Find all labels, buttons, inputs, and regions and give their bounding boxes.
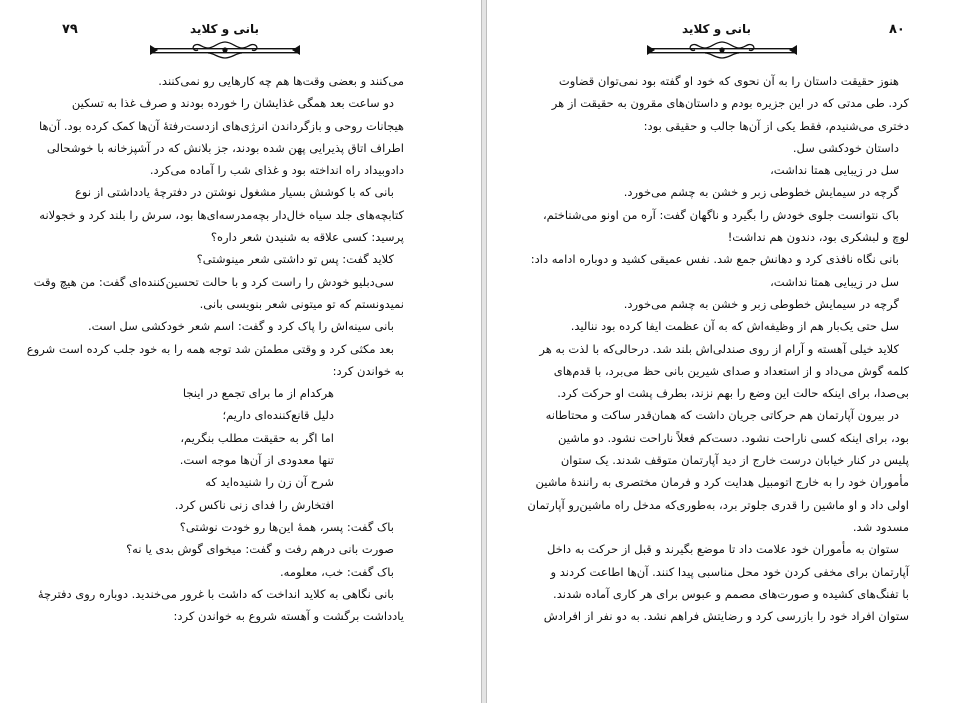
text-line: اولی داد و او ماشین را قدری جلوتر برد، به‌طوری‌که مدخل راه ماشین‌رو آپارتمان [527, 497, 909, 512]
text-line: بانی سینه‌اش را پاک کرد و گفت: اسم شعر خودکشی سل است. [87, 319, 394, 334]
text-line: هیجانات روحی و بازگرداندن انرژی‌های ازدست‌رفتهٔ آن‌ها کمک کرده بود. آن‌ها [38, 118, 404, 133]
poem-line: شرح آن زن را شنیده‌اید که [205, 475, 334, 490]
text-line: دختری می‌شنیدم، فقط یکی از آن‌ها جالب و حقیقی بود: [643, 118, 909, 133]
body-text [527, 70, 909, 627]
text-line: بانی نگاه نافذی کرد و دهانش جمع شد. نفس عمیقی کشید و دوباره ادامه داد: [530, 252, 899, 267]
poem-line: سل حتی یک‌بار هم از وظیفه‌اش که به آن عظمت ایفا کرده بود ننالید. [570, 319, 899, 334]
text-line: مسدود شد. [852, 519, 909, 534]
text-line: کتابچه‌های جلد سیاه خال‌دار بچه‌مدرسه‌ای‌ها بود، سرش را بلند کرد و خجولانه [39, 207, 404, 222]
text-line: پلیس در کنار خیابان درست خارج از دید آپارتمان متوقف شدند. یک ستوان [560, 453, 909, 468]
poem-line: اما اگر به حقیقت مطلب بنگریم، [180, 430, 334, 445]
text-line: می‌کنند و بعضی وقت‌ها هم چه کارهایی رو نمی‌کنند. [158, 74, 404, 88]
running-head: بانی و کلاید [190, 22, 259, 36]
text-line: لوچ و لبشکری بود، دندون هم نداشت! [727, 230, 909, 245]
text-line: باک نتوانست جلوی خودش را بگیرد و ناگهان گفت: آره من اونو می‌شناختم، [542, 207, 899, 222]
text-line: بانی نگاهی به کلاید انداخت که داشت با غرور می‌خندید. دوباره روی دفترچهٔ [37, 586, 394, 601]
text-line: مأموران خود را به خارج اتومبیل هدایت کرد و فرمان مختصری به رانندهٔ ماشین [535, 475, 909, 490]
text-line: ستوان افراد خود را بازرسی کرد و رضایتش فراهم نشد. به دو نفر از افرادش [543, 609, 909, 624]
text-line: باک گفت: پسر، همهٔ این‌ها رو خودت نوشتی؟ [179, 519, 394, 534]
poem-line: گرچه در سیمایش خطوطی زبر و خشن به چشم می‌خورد. [623, 296, 899, 311]
poem-line: تنها معدودی از آن‌ها موجه است. [179, 453, 334, 468]
poem-line: سل در زیبایی همتا نداشت، [770, 163, 899, 178]
left-page [0, 0, 482, 703]
text-line: کلاید گفت: پس تو داشتی شعر مینوشتی؟ [196, 252, 394, 267]
page-number: ۸۰ [889, 22, 905, 37]
text-line: ستوان به مأموران خود علامت داد تا موضع بگیرند و قبل از حرکت به داخل [547, 542, 899, 557]
text-line: آپارتمان برای مخفی کردن خود محل مناسبی پیدا کنند. آن‌ها اطاعت کردند و [550, 564, 909, 579]
text-line: نمیدونستم که تو میتونی شعر بنویسی بانی. [199, 296, 404, 311]
poem-line: هرکدام از ما برای تجمع در اینجا [182, 386, 334, 401]
poem-line: دلیل قانع‌کننده‌ای داریم؛ [222, 408, 334, 423]
text-line: دو ساعت بعد همگی غذایشان را خورده بودند و صرف غذا به تسکین [71, 96, 394, 111]
text-line: داستان خودکشی سل. [792, 140, 899, 155]
text-line: سی‌دبلیو خودش را راست کرد و با حالت تحسین‌کننده‌ای گفت: من هیچ وقت [33, 274, 394, 289]
text-line: اطراف اتاق پذیرایی پهن شده بودند، جز بلانش که در آشپزخانه با خوشحالی [46, 140, 404, 155]
right-page [486, 0, 967, 703]
text-line: با تفنگ‌های کشیده و صورت‌های مصمم و عبوس برای هر کاری آماده شدند. [553, 586, 909, 601]
page-number: ۷۹ [62, 22, 78, 37]
ornament-divider [647, 39, 797, 61]
text-line: پرسید: کسی علاقه به شنیدن شعر داره؟ [210, 230, 404, 245]
body-text [26, 70, 404, 627]
text-line: بود، برای اینکه کسی ناراحت نشود. دست‌کم فعلاً ناراحت نشود. دو ماشین [558, 430, 909, 445]
poem-line: گرچه در سیمایش خطوطی زبر و خشن به چشم می‌خورد. [623, 185, 899, 200]
running-head: بانی و کلاید [682, 22, 751, 36]
text-line: هنوز حقیقت داستان را به آن نحوی که خود او گفته بود نمی‌توان قضاوت [558, 74, 899, 88]
text-line: کرد. طی مدتی که در این جزیره بودم و داستان‌های مقرون به حقیقت از هر [551, 96, 909, 111]
ornament-divider [150, 39, 300, 61]
text-line: به خواندن کرد: [332, 363, 404, 378]
poem-line: سل در زیبایی همتا نداشت، [770, 274, 899, 289]
text-line: در بیرون آپارتمان هم حرکاتی جریان داشت که همان‌قدر ساکت و محتاطانه [545, 408, 899, 423]
text-line: دادوبیداد راه انداخته بود و غذای شب را آماده می‌کرد. [149, 163, 404, 178]
text-line: بعد مکثی کرد و وقتی مطمئن شد توجه همه را به خود جلب کرده است شروع [26, 341, 394, 356]
text-line: بی‌صدا، برای اینکه حالت این وضع را بهم نزند، بطرف پشت او حرکت کرد. [557, 386, 909, 401]
text-line: بانی که با کوشش بسیار مشغول نوشتن در دفترچهٔ یادداشتی از نوع [75, 185, 394, 200]
poem-line: افتخارش را فدای زنی ناکس کرد. [174, 497, 334, 512]
text-line: یادداشت برگشت و آهسته شروع به خواندن کرد: [173, 609, 404, 624]
text-line: کلاید خیلی آهسته و آرام از روی صندلی‌اش بلند شد. درحالی‌که با لذت به هر [539, 341, 899, 356]
text-line: کلمه گوش می‌داد و از استعداد و صدای شیرین بانی حظ می‌برد، با قدم‌های [553, 363, 909, 378]
text-line: باک گفت: خب، معلومه. [280, 564, 394, 579]
text-line: صورت بانی درهم رفت و گفت: میخوای گوش بدی یا نه؟ [126, 542, 394, 557]
